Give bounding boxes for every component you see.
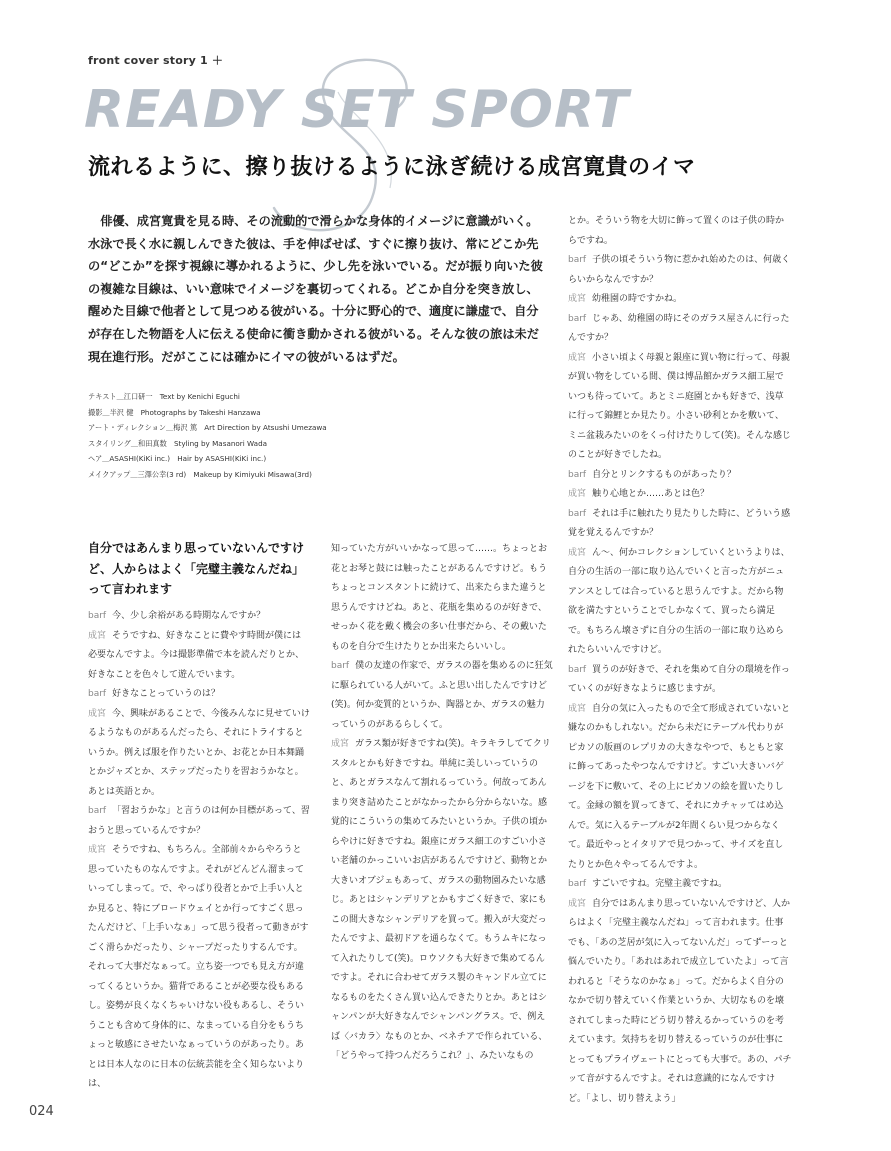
body-column-2 (331, 540, 553, 1067)
speaker-label: 成宮 (568, 703, 587, 714)
speaker-label: barf (568, 313, 587, 324)
speaker-label: 成宮 (568, 352, 587, 363)
speaker-label: barf (331, 661, 350, 671)
dialogue-text: すごいですね。完璧主義ですね。 (592, 879, 728, 889)
speaker-label: 成宮 (568, 489, 587, 499)
dialogue-entry (568, 895, 792, 1110)
credit-line: アート・ディレクション＿梅沢 篤 Art Direction by Atsushi Umezawa (88, 423, 327, 433)
speaker-label: barf (568, 879, 587, 889)
dialogue-text: ん～、何かコレクションしていくというよりは、自分の生活の一部に取り込んでいくと言った方がニュアンスとしては合っていると思うんですよ。だから物欲を満たすということでしかなくて、買ったら満足で。もちろん壊さずに自分の生活の一部に取り込められたらいいんですけど。 (568, 547, 790, 655)
dialogue-text: 僕の友達の作家で、ガラスの器を集めるのに狂気に駆られている人がいて。ふと思い出したんですけど(笑)。何か変質的というか、陶器とか、ガラスの魅力っていうのがあるらしくて。 (331, 661, 553, 730)
dialogue-entry (568, 310, 792, 349)
speaker-label: 成宮 (331, 739, 350, 749)
credit-line: メイクアップ＿三澤公幸(3 rd) Makeup by Kimiyuki Misawa(3rd) (88, 469, 312, 479)
dialogue-text: 買うのが好きで、それを集めて自分の環境を作っていくのが好きなように感じますが。 (568, 664, 790, 694)
lead-text: 俳優、成宮寛貴を見る時、その流動的で滑らかな身体的イメージに意識がいく。水泳で長く水に親しんできた彼は、手を伸ばせば、すぐに擦り抜け、常にどこか先の“どこか”を探す視線に導かれるように、少し先を泳いでいる。だが振り向いた彼の複雑な目線は、いい意味でイメージを裏切ってくれる。どこか自分を突き放し、醒めた目線で他者として見つめる彼がいる。十分に野心的で、適度に謙虚で、自分が存在した物語を人に伝える使命に衝き動かされる彼がいる。そんな彼の旅は未だ現在進行形。だがここには確かにイマの彼がいるはずだ。 (88, 214, 543, 364)
dialogue-text: 自分の気に入ったもので全て形成されていないと嫌なのかもしれない。だから未だにテーブル代わりがピカソの版画のレプリカの大きなやつで、もともと家に飾ってあったやつなんですけど。すごい大きいバゲージを下に敷いて、その上にピカソの絵を置いたりして。金縁の額を買ってきて、それにカチャッてはめ込んで。気に入るテーブルが2年間くらい見つからなくて。最近やっとイタリアで見つかって、サイズを直したりとか色々やってるんですよ。 (568, 703, 791, 870)
section-label: front cover story 1 ＋ (88, 54, 224, 67)
dialogue-entry (568, 251, 792, 290)
dialogue-text: 今、少し余裕がある時期なんですか？ (112, 611, 266, 621)
credits-block (88, 389, 378, 483)
speaker-label: barf (568, 469, 587, 480)
speaker-label: 成宮 (568, 898, 587, 909)
credit-line: ヘア＿ASASHI(KiKi inc.) Hair by ASASHI(KiKi inc.) (88, 454, 267, 464)
dialogue-entry (568, 212, 792, 251)
speaker-label: barf (88, 611, 107, 621)
dialogue-text: 知っていた方がいいかなって思って……。ちょっとお花とお琴と鼓には触ったことがあるんですけど。もうちょっとコンスタントに続けて、出来たらまた違うと思うんですけどね。あと、花瓶を集めるのが好きで、せっかく花を戴く機会の多い仕事だから、その戴いたものを自分で生けたりとか出来たらいいし。 (331, 544, 548, 652)
dialogue-entry (568, 485, 792, 505)
dialogue-entry (568, 290, 792, 310)
dialogue-entry (568, 700, 792, 876)
dialogue-text: 自分ではあんまり思っていないんですけど、人からはよく「完璧主義なんだね」って言われます。仕事でも、「あの芝居が気に入ってないんだ」ってずーっと悩んでいたり。「あれはあれで成立していたよ」って言われると「そうなのかなぁ」って。だからよく自分のなかで切り替えていく作業というか、大切なものを壊されてしまった時にどう切り替えるかっていうのを考えています。気持ちを切り替えるっていうのが仕事にとってもプライヴェートにとっても大事で。あの、パチッて音がするんですよ。それは意識的になんですけど。「よし、切り替えよう」 (568, 898, 792, 1104)
dialogue-text: 「習おうかな」と言うのは何か目標があって、習おうと思っているんですか？ (88, 806, 310, 836)
dialogue-entry (88, 627, 310, 686)
speaker-label: 成宮 (88, 845, 107, 855)
dialogue-text: 好きなことっていうのは？ (112, 689, 220, 699)
dialogue-entry (88, 685, 310, 705)
speaker-label: barf (568, 255, 587, 265)
page-number: 024 (29, 1104, 54, 1119)
dialogue-text: それは手に触れたり見たりした時に、どういう感覚を覚えるんですか？ (568, 508, 791, 538)
credit-line: 撮影＿半沢 健 Photographs by Takeshi Hanzawa (88, 407, 261, 417)
hero-title: READY SET SPORT (84, 80, 630, 140)
speaker-label: 成宮 (568, 294, 587, 304)
dialogue-text: 幼稚園の時ですかね。 (592, 294, 683, 304)
dialogue-text: とか。そういう物を大切に飾って置くのは子供の時からですね。 (568, 216, 785, 246)
dialogue-entry (568, 505, 792, 544)
dialogue-entry (568, 349, 792, 466)
dialogue-entry (88, 705, 310, 803)
speaker-label: barf (88, 689, 107, 699)
interview-section-title: 自分ではあんまり思っていないんですけど、人からはよく「完璧主義なんだね」って言われます (88, 541, 305, 596)
dialogue-text: 自分とリンクするものがあったり？ (592, 469, 736, 480)
speaker-label: 成宮 (568, 547, 587, 558)
dialogue-entry (88, 607, 310, 627)
dialogue-text: 子供の頃そういう物に惹かれ始めたのは、何歳くらいからなんですか？ (568, 255, 791, 285)
speaker-label: barf (568, 508, 587, 519)
dialogue-text: 触り心地とか……あとは色？ (592, 489, 710, 499)
speaker-label: 成宮 (88, 630, 107, 641)
body-column-1 (88, 607, 310, 1095)
dialogue-entry (331, 657, 553, 735)
dialogue-text: じゃあ、幼稚園の時にそのガラス屋さんに行ったんですか？ (568, 313, 790, 343)
dialogue-entry (568, 466, 792, 486)
speaker-label: barf (568, 664, 587, 675)
dialogue-entry (568, 875, 792, 895)
article-headline: 流れるように、擦り抜けるように泳ぎ続ける成宮寛貴のイマ (88, 155, 696, 180)
credit-line: テキスト＿江口研一 Text by Kenichi Eguchi (88, 392, 240, 401)
dialogue-entry (568, 544, 792, 661)
lead-paragraph (88, 210, 550, 368)
dialogue-text: ガラス類が好きですね(笑)。キラキラしててクリスタルとかも好きですね。単純に美しいっていうのと、あとガラスなんて割れるっていう。何故ってあんまり突き詰めたことがなかったから分からないな。感覚的にこういうの集めてみたいというか。子供の頃からやけに好きですね。銀座にガラス細工のすごい小さい老舗のかっこいいお店があるんですけど、動物とか大きいオブジェもあって、ガラスの動物園みたいな感じ。あとはシャンデリアとかもすごく好きで、家にもこの間大きなシャンデリアを買って。搬入が大変だったんですよ、最初ドアを通らなくて。もうムキになって入れたりして(笑)。ロウソクも大好きで集めてるんですよ。それに合わせてガラス製のキャンドル立てになるものをたくさん買い込んできたりとか。あとはシャンパンが大好きなんでシャンパングラス。で、例えば〈バカラ〉なものとか、ベネチアで作られている、「どうやって持つんだろうこれ？」、みたいなもの (331, 739, 551, 1061)
dialogue-entry (331, 735, 553, 1067)
dialogue-entry (88, 841, 310, 1095)
dialogue-entry (331, 540, 553, 657)
dialogue-text: そうですね、もちろん。全部前々からやろうと思っていたものなんですよ。それがどんどん溜まっていってしまって。で、やっぱり役者とかで上手い人とか見ると、特にブロードウェイとか行ってすごく思ったんだけど、「上手いなぁ」って思う役者って動きがすごく滑らかだったり、シャープだったりするんです。それって大事だなぁって。立ち姿一つでも見え方が違ってくるというか。猫背であることが必要な役もあるし。姿勢が良くなくちゃいけない役もあるし、そういうことも含めて身体的に、なまっている自分をもうちょっと敏感にさせたいなぁっていうのがあったり。あとは日本人なのに日本の伝統芸能を全く知らないよりは、 (88, 845, 309, 1089)
credit-line: スタイリング＿和田真数 Styling by Masanori Wada (88, 438, 268, 448)
body-column-3 (568, 212, 792, 1109)
dialogue-text: 今、興味があることで、今後みんなに見せていけるようなものがあるんだったら、それにトライするというか。例えば服を作りたいとか、お花とか日本舞踊とかジャズとか、ステップだったりを習おうかなと。あとは英語とか。 (88, 708, 310, 797)
speaker-label: barf (88, 806, 107, 816)
dialogue-entry (88, 802, 310, 841)
dialogue-text: 小さい頃よく母親と銀座に買い物に行って、母親が買い物をしている間、僕は博品館かガラス細工屋でいつも待っていて。あとミニ庭園とかも好きで、浅草に行って錦鯉とか見たり。小さい砂利とかを敷いて、ミニ盆栽みたいのをくっ付けたりして(笑)。そんな感じのことが好きでしたね。 (568, 352, 791, 460)
dialogue-text: そうですね、好きなことに費やす時間が僕には必要なんですよ。今は撮影準備で本を読んだりとか、好きなことを色々して遊んでいます。 (88, 630, 305, 680)
speaker-label: 成宮 (88, 708, 107, 719)
dialogue-entry (568, 661, 792, 700)
